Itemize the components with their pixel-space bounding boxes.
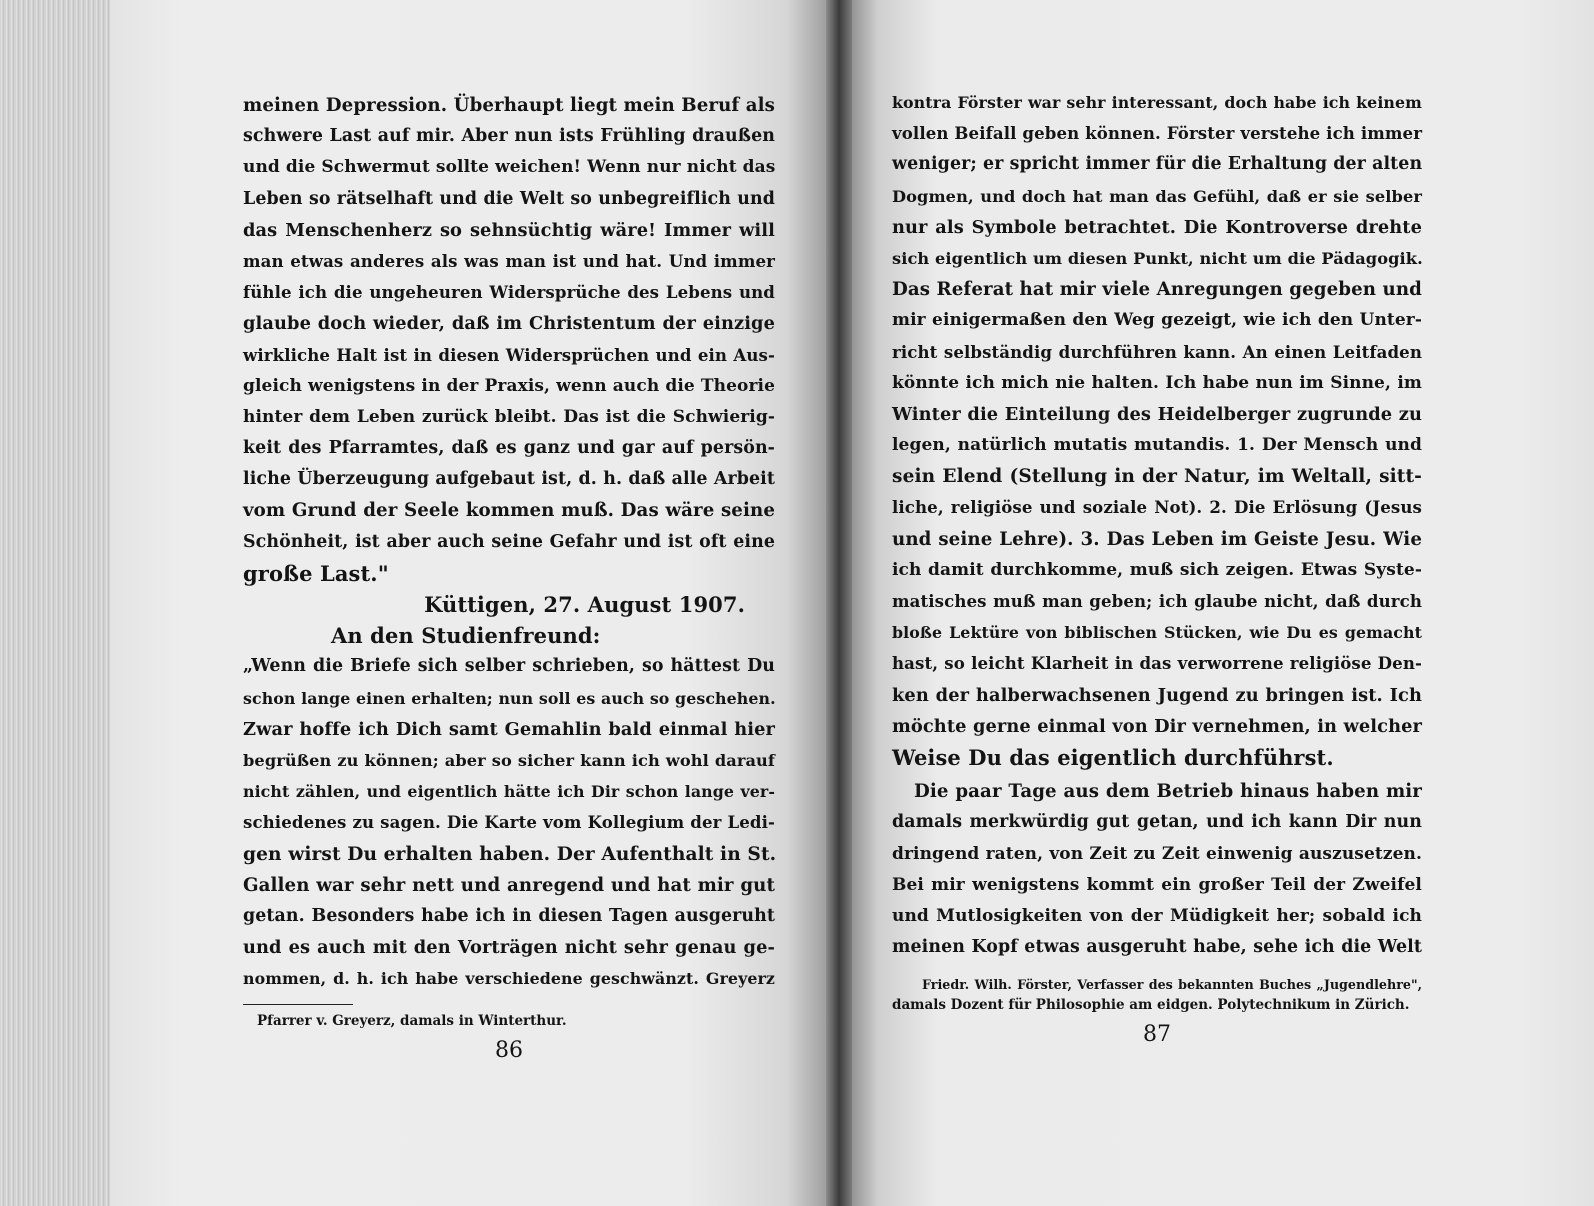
book-gutter <box>826 0 852 1206</box>
text-line: Bei mir wenigstens kommt ein großer Teil der Zweifel <box>892 874 1422 895</box>
text-line: möchte gerne einmal von Dir vernehmen, in welcher <box>892 715 1422 737</box>
text-line: und seine Lehre). 3. Das Leben im Geiste Jesu. Wie <box>892 528 1422 550</box>
text-line: ich damit durchkomme, muß sich zeigen. Etwas Syste- <box>892 559 1422 580</box>
paragraph-2 <box>892 776 1422 963</box>
text-line: Leben so rätselhaft und die Welt so unbegreiflich und <box>243 188 775 209</box>
left-text-block <box>243 90 775 1065</box>
text-line: matisches muß man geben; ich glaube nicht, daß durch <box>892 591 1422 611</box>
text-line: gleich wenigstens in der Praxis, wenn auch die Theorie <box>243 375 775 396</box>
text-line: begrüßen zu können; aber so sicher kann ich wohl darauf <box>243 750 775 770</box>
text-line: fühle ich die ungeheuren Widersprüche des Lebens und <box>243 282 775 303</box>
salutation: An den Studienfreund: <box>331 623 601 649</box>
dateline: Küttigen, 27. August 1907. <box>424 592 745 617</box>
text-line: getan. Besonders habe ich in diesen Tagen ausgeruht <box>243 905 775 926</box>
text-line: könnte ich mich nie halten. Ich habe nun im Sinne, im <box>892 372 1422 393</box>
text-line: wirkliche Halt ist in diesen Widersprüchen und ein Aus- <box>243 344 775 365</box>
text-line: vom Grund der Seele kommen muß. Das wäre seine <box>243 500 775 522</box>
text-line: keit des Pfarramtes, daß es ganz und gar auf persön- <box>243 438 775 459</box>
text-line: dringend raten, von Zeit zu Zeit einwenig auszusetzen. <box>892 843 1422 864</box>
text-line: vollen Beifall geben können. Förster verstehe ich immer <box>892 123 1423 144</box>
text-line: Die paar Tage aus dem Betrieb hinaus haben mir <box>914 781 1422 803</box>
text-line: große Last." <box>243 560 389 586</box>
text-line: „Wenn die Briefe sich selber schrieben, so hättest Du <box>243 656 775 677</box>
footnote-rule <box>243 1004 353 1005</box>
text-line: richt selbständig durchführen kann. An einen Leitfaden <box>892 341 1422 362</box>
text-line: Zwar hoffe ich Dich samt Gemahlin bald einmal hier <box>243 718 775 740</box>
text-line: bloße Lektüre von biblischen Stücken, wie Du es gemacht <box>892 623 1422 643</box>
text-line: nommen, d. h. ich habe verschiedene geschwänzt. Greyerz <box>243 969 775 989</box>
text-line: kontra Förster war sehr interessant, doch habe ich keinem <box>892 93 1422 112</box>
text-line: hast, so leicht Klarheit in das verworrene religiöse Den- <box>892 653 1422 674</box>
page-edges <box>0 0 110 1206</box>
left-page <box>110 0 830 1206</box>
text-line: nicht zählen, und eigentlich hätte ich Dir schon lange ver- <box>243 782 775 802</box>
right-body-lines <box>892 87 1422 773</box>
right-text-block <box>892 87 1422 1049</box>
left-body-lines <box>243 90 775 589</box>
text-line: legen, natürlich mutatis mutandis. 1. Der Mensch und <box>892 435 1422 456</box>
text-line: damals merkwürdig gut getan, und ich kann Dir nun <box>892 812 1422 833</box>
text-line: liche Überzeugung aufgebaut ist, d. h. daß alle Arbeit <box>243 469 775 490</box>
footnote-line: Friedr. Wilh. Förster, Verfasser des bekannten Buches „Jugendlehre", <box>922 977 1422 993</box>
text-line: mir einigermaßen den Weg gezeigt, wie ich den Unter- <box>892 310 1422 331</box>
text-line: weniger; er spricht immer für die Erhaltung der alten <box>892 154 1423 175</box>
text-line: Weise Du das eigentlich durchführst. <box>892 744 1334 770</box>
text-line: das Menschenherz so sehnsüchtig wäre! Immer will <box>243 219 775 241</box>
letter-lines <box>243 651 775 994</box>
page-number: 86 <box>495 1038 523 1064</box>
text-line: schon lange einen erhalten; nun soll es auch so geschehen. <box>243 688 776 708</box>
text-line: sich eigentlich um diesen Punkt, nicht um die Pädagogik. <box>892 248 1423 268</box>
text-line: Gallen war sehr nett und anregend und hat mir gut <box>243 874 775 896</box>
text-line: und Mutlosigkeiten von der Müdigkeit her; sobald ich <box>892 905 1422 926</box>
text-line: meinen Depression. Überhaupt liegt mein Beruf als <box>243 95 775 116</box>
text-line: hinter dem Leben zurück bleibt. Das ist die Schwierig- <box>243 406 775 427</box>
page-number: 87 <box>1143 1022 1171 1048</box>
text-line: sein Elend (Stellung in der Natur, im Weltall, sitt- <box>892 466 1422 488</box>
right-page <box>848 0 1594 1206</box>
text-line: liche, religiöse und soziale Not). 2. Die Erlösung (Jesus <box>892 497 1422 518</box>
text-line: glaube doch wieder, daß im Christentum der einzige <box>243 313 775 335</box>
footnote: Pfarrer v. Greyerz, damals in Winterthur. <box>257 1013 567 1030</box>
text-line: schiedenes zu sagen. Die Karte vom Kollegium der Ledi- <box>243 812 775 833</box>
text-line: meinen Kopf etwas ausgeruht habe, sehe ich die Welt <box>892 937 1422 958</box>
text-line: man etwas anderes als was man ist und hat. Und immer <box>243 250 775 271</box>
text-line: Das Referat hat mir viele Anregungen gegeben und <box>892 279 1422 301</box>
text-line: Dogmen, und doch hat man das Gefühl, daß er sie selber <box>892 186 1422 206</box>
text-line: schwere Last auf mir. Aber nun ists Frühling draußen <box>243 126 775 147</box>
text-line: Schönheit, ist aber auch seine Gefahr und ist oft eine <box>243 531 775 552</box>
text-line: Winter die Einteilung des Heidelberger zugrunde zu <box>892 403 1422 425</box>
text-line: gen wirst Du erhalten haben. Der Aufenthalt in St. <box>243 843 777 865</box>
text-line: und die Schwermut sollte weichen! Wenn nur nicht das <box>243 157 776 178</box>
footnote-line: damals Dozent für Philosophie am eidgen. Polytechnikum in Zürich. <box>892 997 1410 1014</box>
text-line: nur als Symbole betrachtet. Die Kontroverse drehte <box>892 216 1422 238</box>
text-line: und es auch mit den Vorträgen nicht sehr genau ge- <box>243 937 775 959</box>
text-line: ken der halberwachsenen Jugend zu bringen ist. Ich <box>892 684 1422 706</box>
